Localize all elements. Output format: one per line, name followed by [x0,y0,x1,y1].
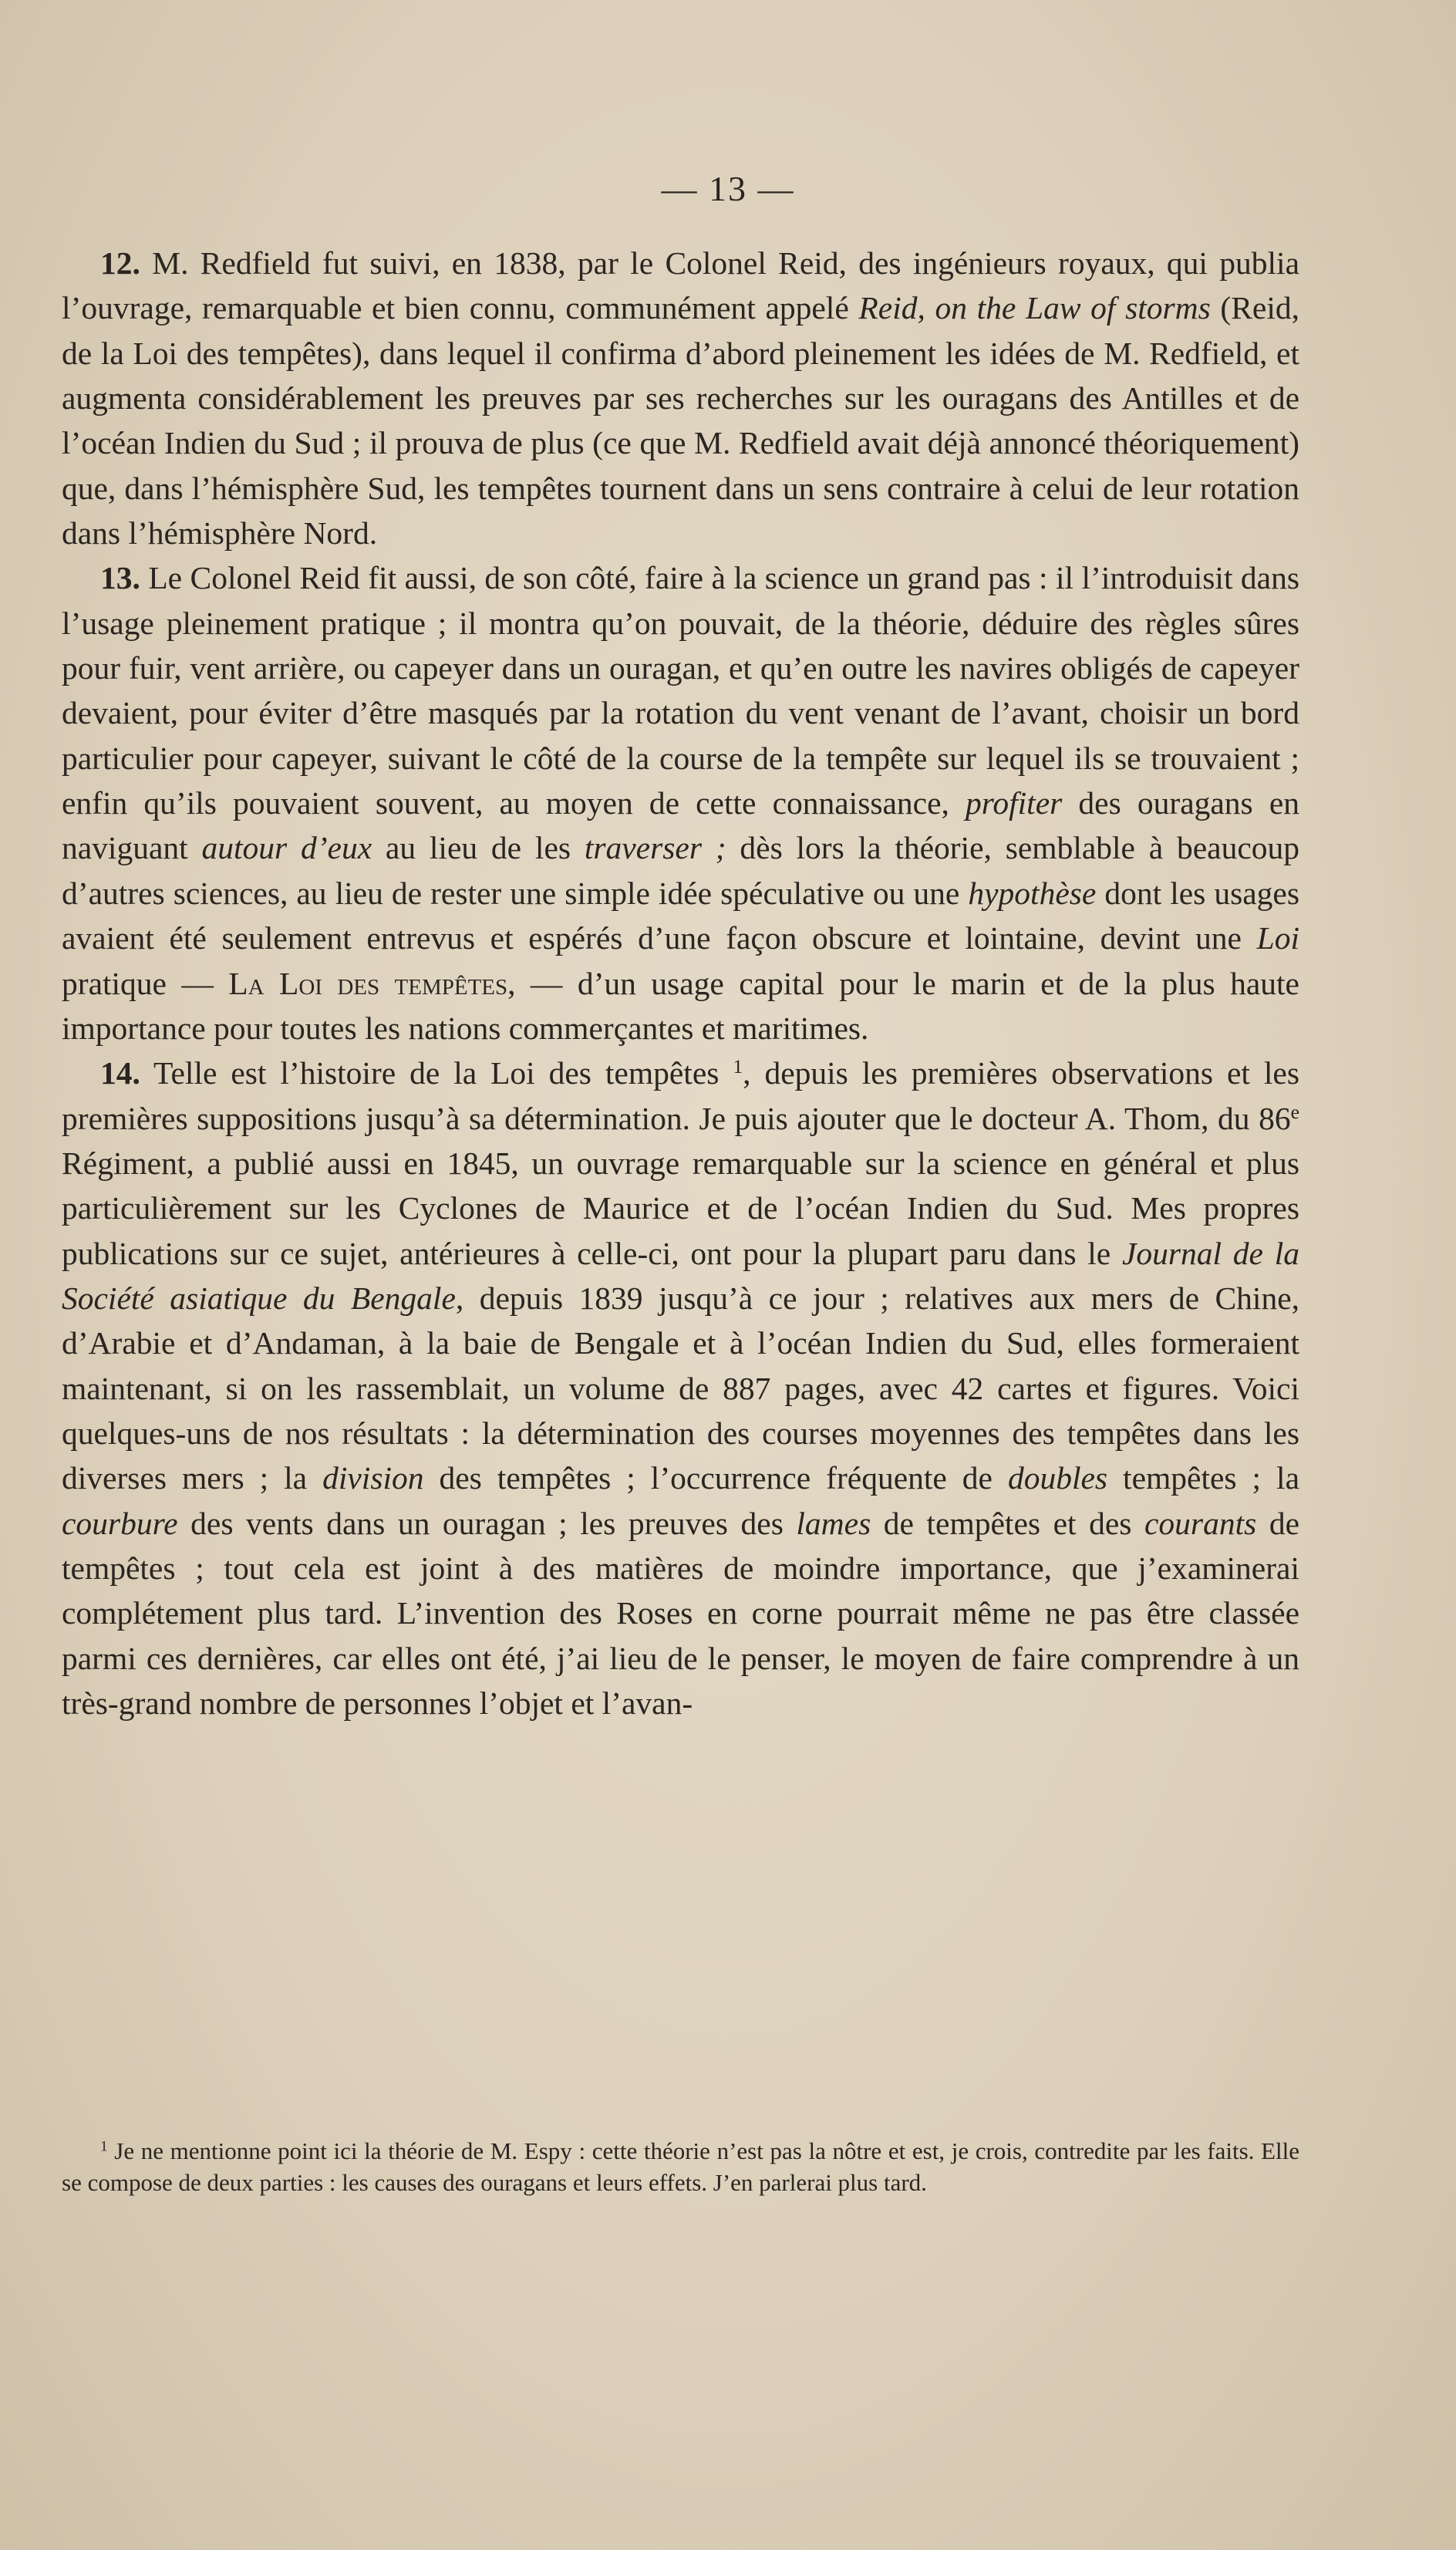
italic-text: profiter [966,785,1063,821]
text-segment: Régiment, a publié aussi en 1845, un ouvrage remarquable sur la science en général et plus particulièrement sur les Cyclones de Maurice et de l’océan Indien du Sud. Mes propres publications sur ce sujet, antérieures à celle-ci, ont pour la plupart paru dans le [62,1145,1299,1271]
text-segment: , depuis 1839 jusqu’à ce jour ; relatives aux mers de Chine, d’Arabie et d’Andaman, à la baie de Bengale et à l’océan Indien du Sud, elles formeraient maintenant, si on les rassemblait, un volume de 887 pages, avec 42 cartes et figures. Voici quelques-uns de nos résultats : la détermination des courses moyennes des tempêtes dans les diverses mers ; la [62,1280,1300,1496]
footnote-marker: 1 [100,2138,108,2155]
text-segment: des vents dans un ouragan ; les preuves des [177,1505,797,1541]
text-segment: de tempêtes et des [871,1505,1144,1541]
paragraph-14 [62,1051,1299,1725]
italic-text: courbure [62,1505,178,1541]
footnote [62,2135,1299,2198]
italic-text: courants [1144,1505,1257,1541]
small-caps-text: La Loi des tempêtes [228,965,508,1001]
text-segment: des ouragans en naviguant [62,785,1299,866]
paragraph-number: 14. [100,1055,140,1091]
text-segment: de tempêtes ; tout cela est joint à des matières de moindre importance, que j’examinerai complétement plus tard. L’invention des Roses en corne pourrait même ne pas être classée parmi ces dernières, car elles ont été, j’ai lieu de le penser, le moyen de faire comprendre à un très-grand nombre de personnes l’objet et l’avan- [62,1505,1299,1721]
text-segment: au lieu de les [372,830,585,866]
paragraph-13 [62,555,1299,1051]
italic-text: Loi [1256,920,1299,956]
text-segment: Telle est l’histoire de la Loi des tempêtes [140,1055,733,1091]
body-text [62,241,1299,1725]
text-segment: des tempêtes ; l’occurrence fréquente de [423,1460,1008,1496]
footnote-text: Je ne mentionne point ici la théorie de M. Espy : cette théorie n’est pas la nôtre et est, je crois, contredite par les faits. Elle se compose de deux parties : les causes des ouragans et leurs effets. J’en parlerai plus tard. [62,2137,1299,2196]
footnote-paragraph [62,2135,1299,2198]
superscript: 1 [733,1055,743,1078]
text-segment: Le Colonel Reid fit aussi, de son côté, faire à la science un grand pas : il l’introduisit dans l’usage pleinement pratique ; il montra qu’on pouvait, de la théorie, déduire des règles sûres pour fuir, vent arrière, ou capeyer dans un ouragan, et qu’en outre les navires obligés de capeyer devaient, pour éviter d’être masqués par la rotation du vent venant de l’avant, choisir un bord particulier pour capeyer, suivant le côté de la course de la tempête sur lequel ils se trouvaient ; enfin qu’ils pouvaient souvent, au moyen de cette connaissance, [62,560,1299,821]
paragraph-12 [62,241,1299,555]
text-segment: (Reid, de la Loi des tempêtes), dans lequel il confirma d’abord pleinement les idées de M. Redfield, et augmenta considérablement les preuves par ses recherches sur les ouragans des Antilles et de l’océan Indien du Sud ; il prouva de plus (ce que M. Redfield avait déjà annoncé théoriquement) que, dans l’hémisphère Sud, les tempêtes tournent dans un sens contraire à celui de leur rotation dans l’hémisphère Nord. [62,290,1300,551]
text-segment: tempêtes ; la [1107,1460,1299,1496]
paragraph-number: 13. [100,560,140,596]
page-number: — 13 — [661,169,795,208]
text-segment: M. Redfield fut suivi, en 1838, par le Colonel Reid, des ingénieurs royaux, qui publia l’ouvrage, remarquable et bien connu, communément appelé [62,245,1299,326]
text-segment: dès lors la théorie, semblable à beaucoup d’autres sciences, au lieu de rester une simple idée spéculative ou une [62,830,1300,911]
superscript: e [1290,1100,1299,1123]
italic-text: lames [796,1505,871,1541]
text-segment: , — d’un usage capital pour le marin et de la plus haute importance pour toutes les nations commerçantes et maritimes. [62,965,1299,1046]
text-segment: , depuis les premières observations et les premières suppositions jusqu’à sa détermination. Je puis ajouter que le docteur A. Thom, du 86 [62,1055,1299,1136]
italic-text: traverser ; [584,830,726,866]
italic-text: Reid, on the Law of storms [858,290,1211,326]
italic-text: doubles [1007,1460,1108,1496]
paragraph-number: 12. [100,245,140,281]
italic-text: hypothèse [968,875,1097,911]
text-segment: pratique — [62,965,229,1001]
italic-text: Journal de la Société asiatique du Bengale [62,1235,1299,1316]
text-segment: dont les usages avaient été seulement entrevus et espérés d’une façon obscure et lointaine, devint une [62,875,1299,956]
italic-text: autour d’eux [201,830,372,866]
italic-text: division [322,1460,424,1496]
